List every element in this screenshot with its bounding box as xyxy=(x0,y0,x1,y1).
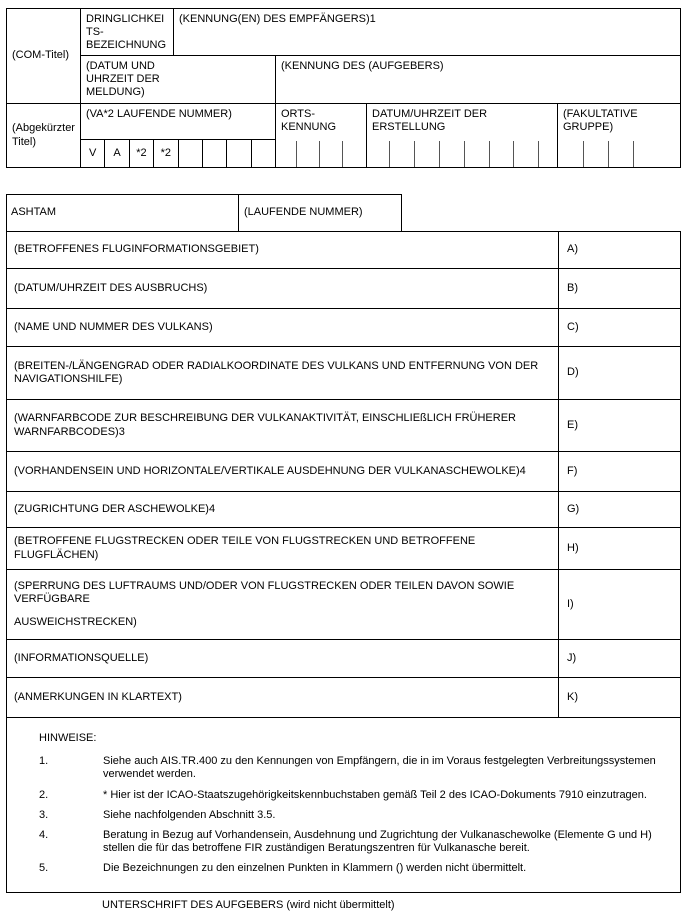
cell-divider-tick xyxy=(439,141,440,167)
item-label: (SPERRUNG DES LUFTRAUMS UND/ODER VON FLUGSTRECKEN ODER TEILEN DAVON SOWIE VERFÜGBARE xyxy=(14,580,515,606)
va-serial-boxes xyxy=(81,140,276,167)
serial-box-blank-1 xyxy=(179,140,203,167)
recipients-address-cell: (KENNUNG(EN) DES EMPFÄNGERS)1 xyxy=(174,9,680,56)
serial-box-blank-3 xyxy=(227,140,251,167)
cell-divider-tick xyxy=(489,141,490,167)
ashtam-title-bar xyxy=(6,194,402,231)
note-text: Siehe auch AIS.TR.400 zu den Kennungen von Empfängern, die in im Voraus festgelegten Verbreitungssystemen verwendet werden. xyxy=(103,755,656,781)
ashtam-items-table xyxy=(6,231,681,893)
note-item-4 xyxy=(39,829,668,855)
item-letter: A) xyxy=(558,232,680,268)
item-label: (BETROFFENES FLUGINFORMATIONSGEBIET) xyxy=(14,243,259,256)
note-text: Siehe nachfolgenden Abschnitt 3.5. xyxy=(103,808,276,821)
item-row-e xyxy=(7,400,680,452)
item-letter: F) xyxy=(558,452,680,491)
item-row-j xyxy=(7,640,680,678)
note-number: 4. xyxy=(39,828,49,841)
item-row-a xyxy=(7,232,680,269)
item-row-i xyxy=(7,570,680,640)
ashtam-serial-label: (LAUFENDE NUMMER) xyxy=(244,206,363,219)
note-text: Beratung in Bezug auf Vorhandensein, Ausdehnung und Zugrichtung der Vulkanaschewolke (Elemente G und H) stellen die für das betroffene FIR zuständigen Beratungszentren für Vulkanasche bereit. xyxy=(103,828,652,855)
location-indicator-cell xyxy=(276,104,367,167)
note-item-3 xyxy=(39,809,668,822)
item-label: (BETROFFENE FLUGSTRECKEN ODER TEILE VON FLUGSTRECKEN UND BETROFFENE FLUGFLÄCHEN) xyxy=(14,535,476,561)
va-serial-header-cell: (VA*2 LAUFENDE NUMMER) xyxy=(81,104,276,140)
com-title-cell: (COM-Titel) xyxy=(7,9,81,104)
item-label: (BREITEN-/LÄNGENGRAD ODER RADIALKOORDINATE DES VULKANS UND ENTFERNUNG VON DER NAVIGATIONSHILFE) xyxy=(14,359,539,385)
cell-divider-tick xyxy=(414,141,415,167)
note-number: 1. xyxy=(39,755,49,768)
item-label: (DATUM/UHRZEIT DES AUSBRUCHS) xyxy=(14,281,208,294)
location-indicator-label: ORTS-KENNUNG xyxy=(281,108,337,134)
item-row-c xyxy=(7,309,680,347)
item-label: (ANMERKUNGEN IN KLARTEXT) xyxy=(14,690,182,703)
cell-divider-tick xyxy=(583,141,584,167)
serial-box-a: A xyxy=(105,140,129,167)
notes-section xyxy=(7,718,680,892)
optional-group-cell xyxy=(558,104,680,167)
item-row-k xyxy=(7,678,680,718)
item-row-h xyxy=(7,528,680,570)
item-label-continued: AUSWEICHSTRECKEN) xyxy=(14,615,137,628)
serial-box-blank-2 xyxy=(203,140,227,167)
notes-heading: HINWEISE: xyxy=(39,732,97,744)
creation-datetime-label: DATUM/UHRZEIT DER ERSTELLUNG xyxy=(372,108,488,134)
cell-divider-tick xyxy=(296,141,297,167)
serial-box-v: V xyxy=(81,140,105,167)
cell-divider-tick xyxy=(608,141,609,167)
cell-divider-tick xyxy=(319,141,320,167)
originator-cell: (KENNUNG DES (AUFGEBERS) xyxy=(276,56,680,104)
item-label: (VORHANDENSEIN UND HORIZONTALE/VERTIKALE AUSDEHNUNG DER VULKANASCHEWOLKE)4 xyxy=(14,464,526,477)
urgency-indicator-cell: DRINGLICHKEITS-BEZEICHNUNG xyxy=(81,9,174,56)
cell-divider-tick xyxy=(513,141,514,167)
note-number: 5. xyxy=(39,862,49,875)
cell-divider-tick xyxy=(633,141,634,167)
item-label: (WARNFARBCODE ZUR BESCHREIBUNG DER VULKANAKTIVITÄT, EINSCHLIEßLICH FRÜHERER WARNFARBCODES)3 xyxy=(14,412,516,438)
item-label: (INFORMATIONSQUELLE) xyxy=(14,651,149,664)
creation-datetime-cell xyxy=(367,104,558,167)
cell-divider-tick xyxy=(464,141,465,167)
cell-divider-tick xyxy=(538,141,539,167)
optional-group-label: (FAKULTATIVE GRUPPE) xyxy=(563,108,638,134)
item-letter: C) xyxy=(558,309,680,346)
item-row-g xyxy=(7,492,680,528)
item-letter: E) xyxy=(558,400,680,451)
note-item-5 xyxy=(39,862,668,875)
comm-header-table xyxy=(6,8,681,168)
serial-box-star2-2: *2 xyxy=(154,140,178,167)
note-number: 2. xyxy=(39,788,49,801)
item-label: (ZUGRICHTUNG DER ASCHEWOLKE)4 xyxy=(14,502,216,515)
item-letter: H) xyxy=(558,528,680,569)
cell-divider-tick xyxy=(342,141,343,167)
item-row-b xyxy=(7,269,680,309)
note-text: * Hier ist der ICAO-Staatszugehörigkeitskennbuchstaben gemäß Teil 2 des ICAO-Dokuments 7910 einzutragen. xyxy=(103,788,647,801)
message-datetime-label: (DATUM UND UHRZEIT DER MELDUNG) xyxy=(86,60,160,99)
note-number: 3. xyxy=(39,808,49,821)
item-letter: I) xyxy=(558,570,680,639)
serial-box-star2-1: *2 xyxy=(130,140,154,167)
signature-line: UNTERSCHRIFT DES AUFGEBERS (wird nicht übermittelt) xyxy=(102,898,395,911)
cell-divider-tick xyxy=(389,141,390,167)
item-label: (NAME UND NUMMER DES VULKANS) xyxy=(14,320,213,333)
item-letter: K) xyxy=(558,678,680,717)
message-datetime-cell xyxy=(81,56,276,104)
note-item-2 xyxy=(39,789,668,802)
item-letter: G) xyxy=(558,492,680,527)
item-letter: B) xyxy=(558,269,680,308)
ashtam-title: ASHTAM xyxy=(7,195,239,231)
serial-box-blank-4 xyxy=(252,140,275,167)
item-row-f xyxy=(7,452,680,492)
abbreviated-title-cell: (Abgekürzter Titel) xyxy=(7,104,81,167)
note-text: Die Bezeichnungen zu den einzelnen Punkten in Klammern () werden nicht übermittelt. xyxy=(103,862,527,875)
item-letter: J) xyxy=(558,640,680,677)
item-row-d xyxy=(7,347,680,400)
item-letter: D) xyxy=(558,347,680,399)
note-item-1 xyxy=(39,755,668,781)
